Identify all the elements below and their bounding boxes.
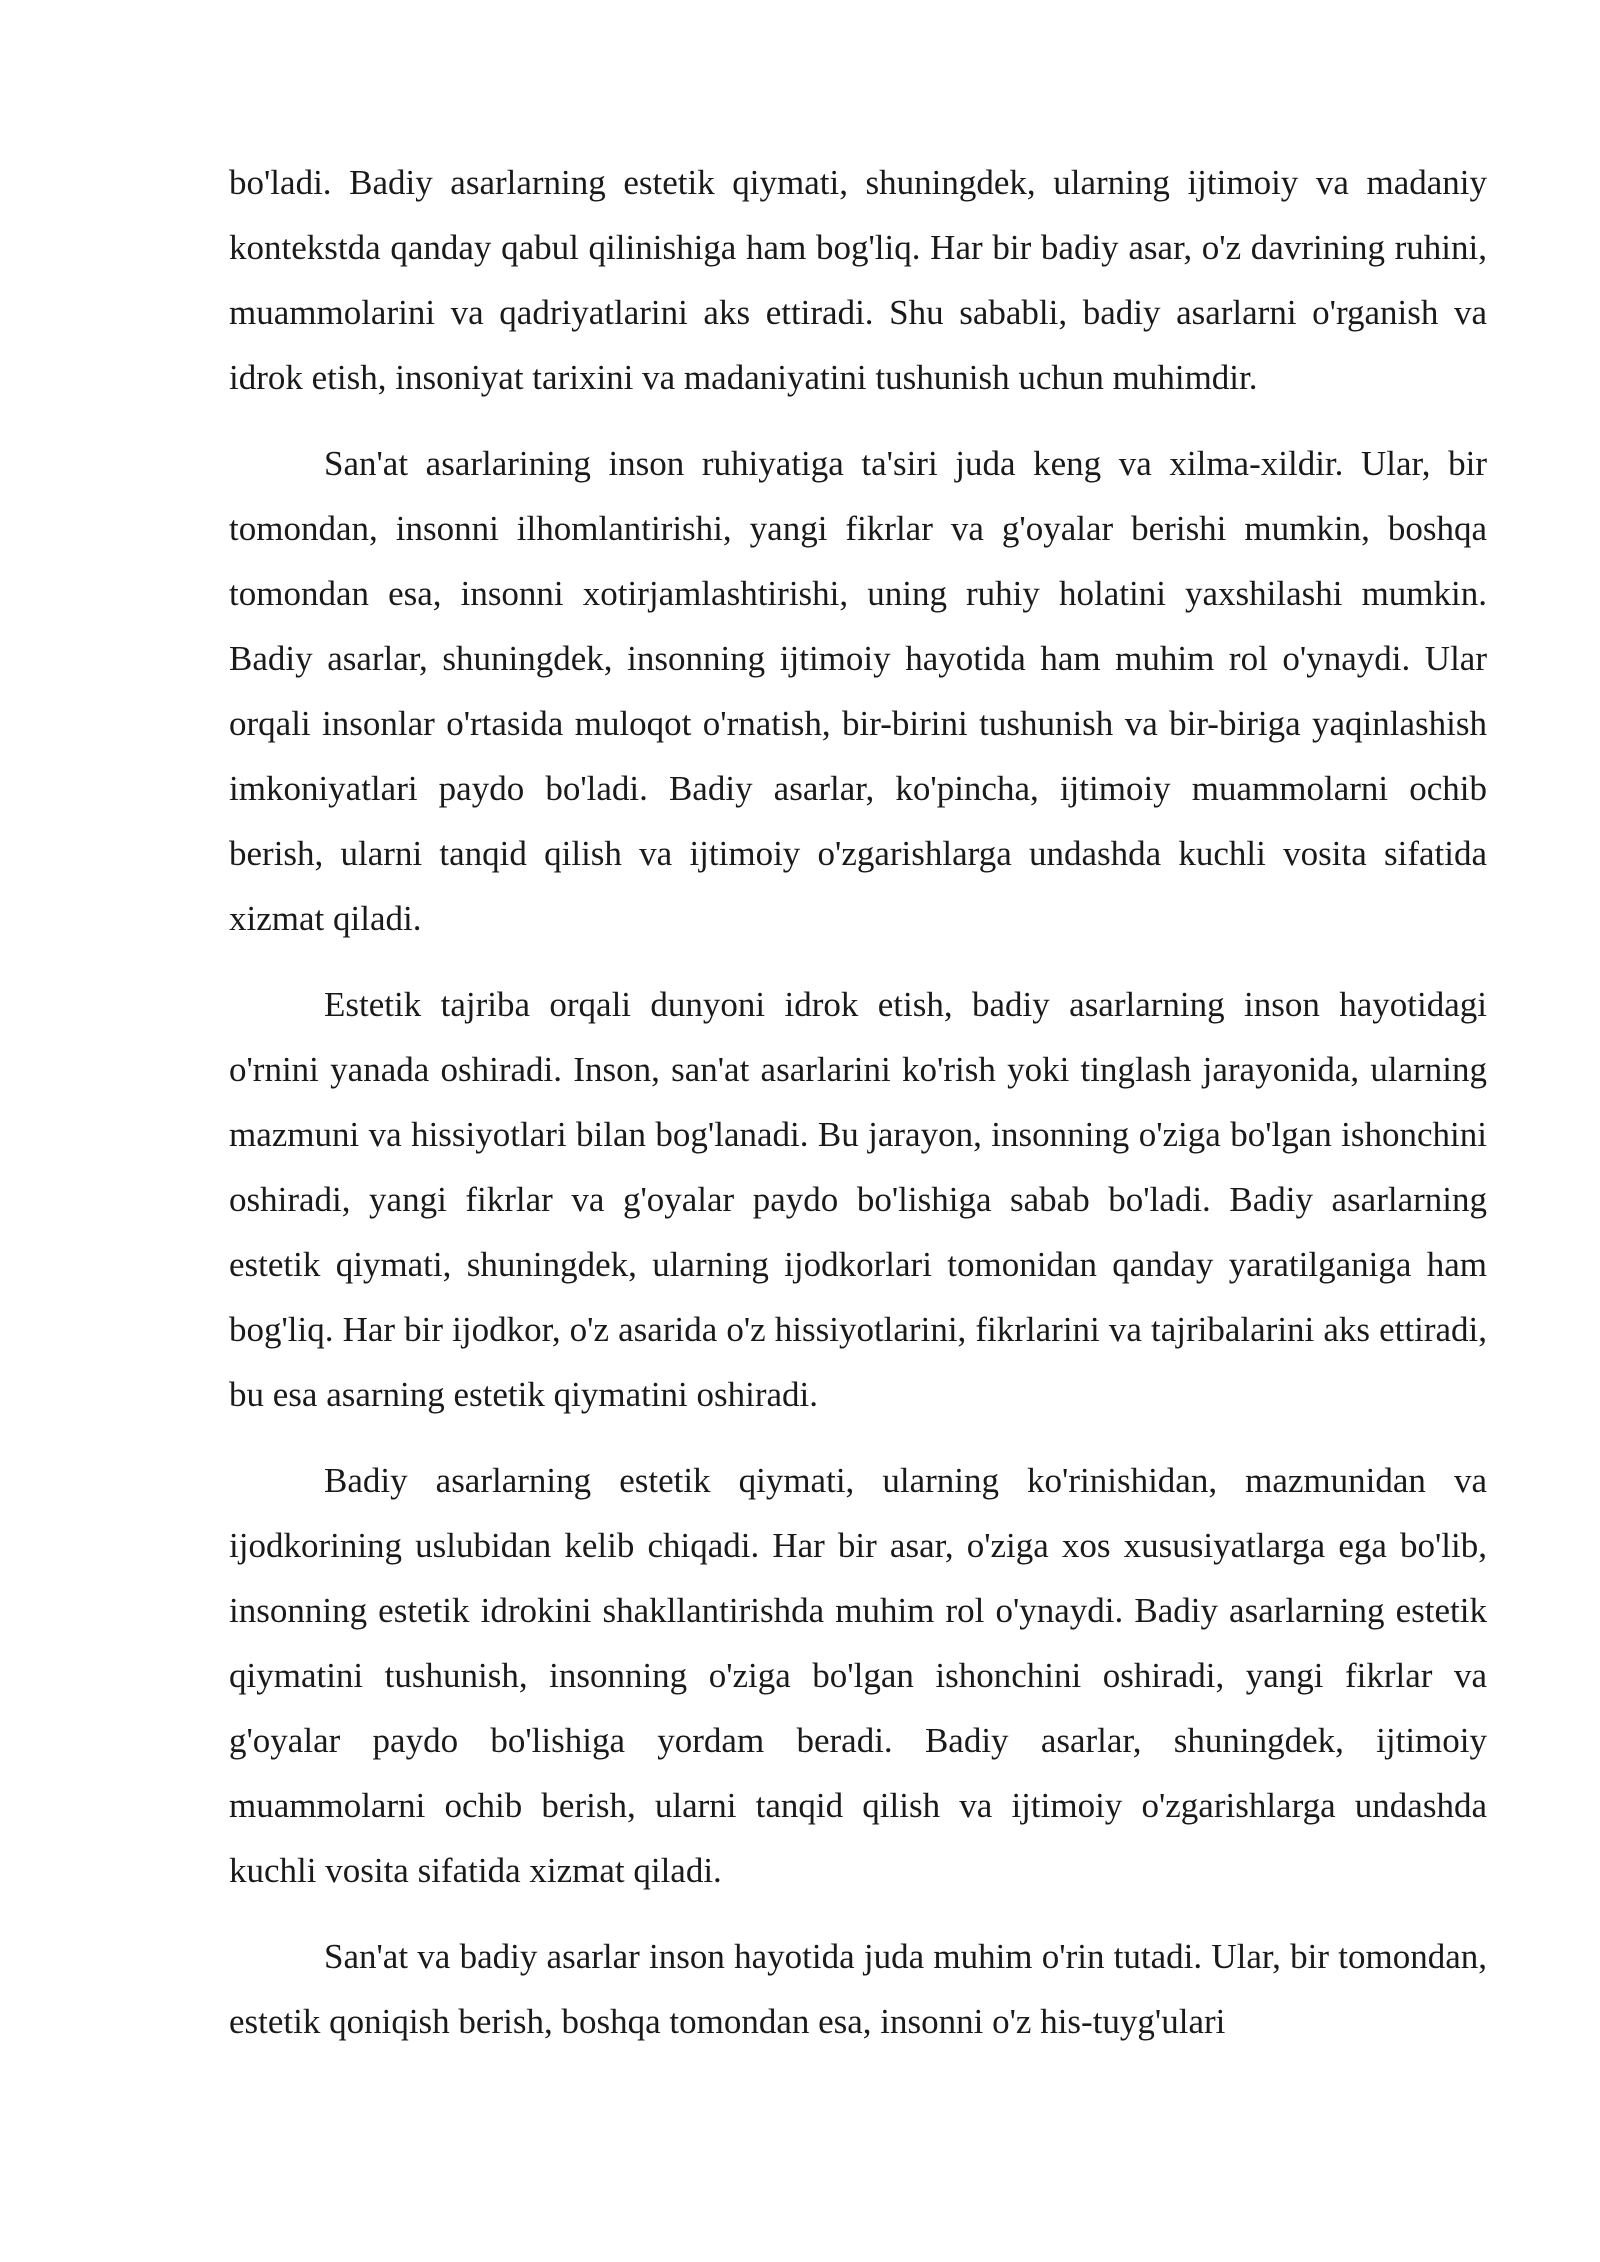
paragraph-4: Badiy asarlarning estetik qiymati, ularning ko'rinishidan, mazmunidan va ijodkorining uslubidan kelib chiqadi. Har bir asar, o'ziga xos xususiyatlarga ega bo'lib, insonning estetik idrokini shakllantirishda muhim rol o'ynaydi. Badiy asarlarning estetik qiymatini tushunish, insonning o'ziga bo'lgan ishonchini oshiradi, yangi fikrlar va g'oyalar paydo bo'lishiga yordam beradi. Badiy asarlar, shuningdek, ijtimoiy muammolarni ochib berish, ularni tanqid qilish va ijtimoiy o'zgarishlarga undashda kuchli vosita sifatida xizmat qiladi. xyxy=(229,1461,1487,1890)
body-text xyxy=(229,150,1487,2075)
paragraph-5: San'at va badiy asarlar inson hayotida juda muhim o'rin tutadi. Ular, bir tomondan, estetik qoniqish berish, boshqa tomondan esa, insonni o'z his-tuyg'ulari xyxy=(229,1937,1487,2041)
paragraph-3: Estetik tajriba orqali dunyoni idrok etish, badiy asarlarning inson hayotidagi o'rnini yanada oshiradi. Inson, san'at asarlarini ko'rish yoki tinglash jarayonida, ularning mazmuni va hissiyotlari bilan bog'lanadi. Bu jarayon, insonning o'ziga bo'lgan ishonchini oshiradi, yangi fikrlar va g'oyalar paydo bo'lishiga sabab bo'ladi. Badiy asarlarning estetik qiymati, shuningdek, ularning ijodkorlari tomonidan qanday yaratilganiga ham bog'liq. Har bir ijodkor, o'z asarida o'z hissiyotlarini, fikrlarini va tajribalarini aks ettiradi, bu esa asarning estetik qiymatini oshiradi. xyxy=(229,985,1487,1414)
paragraph-2: San'at asarlarining inson ruhiyatiga ta'siri juda keng va xilma-xildir. Ular, bir tomondan, insonni ilhomlantirishi, yangi fikrlar va g'oyalar berishi mumkin, boshqa tomondan esa, insonni xotirjamlashtirishi, uning ruhiy holatini yaxshilashi mumkin. Badiy asarlar, shuningdek, insonning ijtimoiy hayotida ham muhim rol o'ynaydi. Ular orqali insonlar o'rtasida muloqot o'rnatish, bir-birini tushunish va bir-biriga yaqinlashish imkoniyatlari paydo bo'ladi. Badiy asarlar, ko'pincha, ijtimoiy muammolarni ochib berish, ularni tanqid qilish va ijtimoiy o'zgarishlarga undashda kuchli vosita sifatida xizmat qiladi. xyxy=(229,444,1487,938)
paragraph-1: bo'ladi. Badiy asarlarning estetik qiymati, shuningdek, ularning ijtimoiy va madaniy kontekstda qanday qabul qilinishiga ham bog'liq. Har bir badiy asar, o'z davrining ruhini, muammolarini va qadriyatlarini aks ettiradi. Shu sababli, badiy asarlarni o'rganish va idrok etish, insoniyat tarixini va madaniyatini tushunish uchun muhimdir. xyxy=(229,163,1487,397)
